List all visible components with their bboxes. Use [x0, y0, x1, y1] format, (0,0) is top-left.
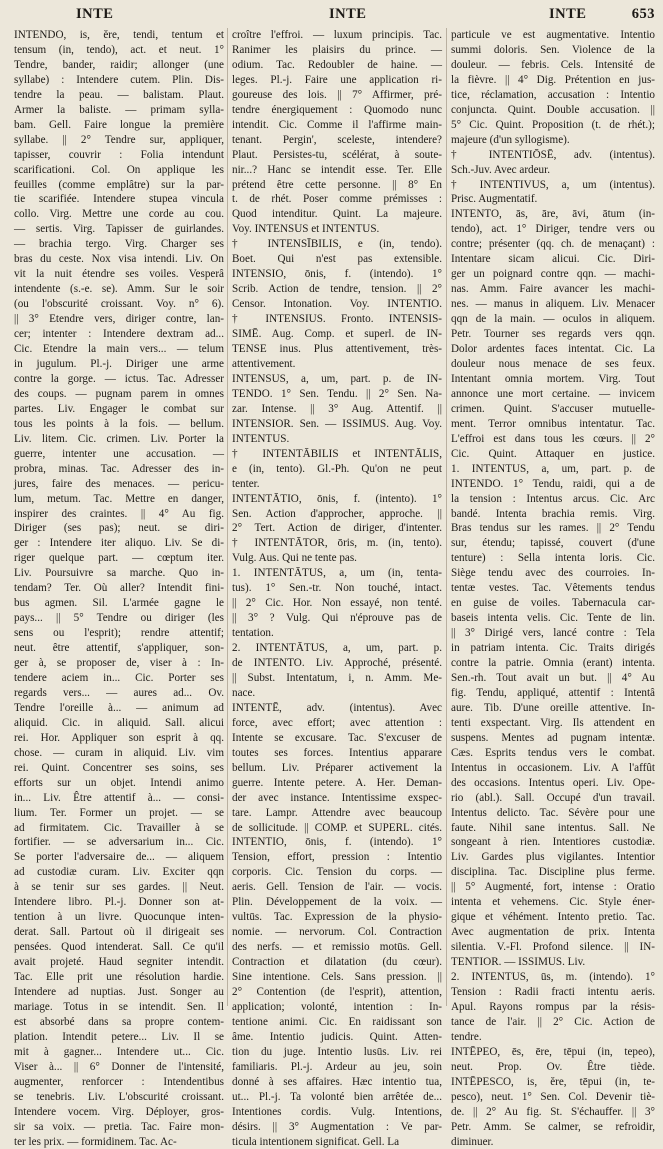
text-line: gique et véhément. Intento pretio. Tac. — [451, 911, 655, 924]
text-line: Intendere vocem. Virg. Déployer, gros- — [14, 1105, 224, 1118]
header-right-word: INTE — [549, 6, 587, 22]
text-line: tendo), act. 1° Diriger, tendre vers ou — [451, 223, 655, 236]
text-line: in... Liv. Être attentif à... — consi- — [14, 791, 224, 804]
column-divider — [446, 28, 447, 1006]
text-line: fig. Tendu, appliqué, attentif : Intentâ — [451, 686, 655, 699]
text-line: 2° Tert. Action de diriger, d'intenter. — [232, 522, 442, 535]
text-line: bras du ceste. Nox visa intendi. Liv. On — [14, 253, 224, 266]
text-line: INTĒPEO, ēs, ēre, tēpui (in, tepeo), — [451, 1045, 655, 1058]
text-line: leges. Pl.-j. Faire une application ri- — [232, 73, 442, 86]
text-line: INTENSIO, ōnis, f. (intendo). 1° — [232, 268, 442, 281]
text-line: Intentare sicam alicui. Cic. Diri- — [451, 253, 655, 266]
text-line: pesco), neut. 1° Sen. Col. Devenir tiè- — [451, 1090, 655, 1103]
text-line: avait projeté. Haud segniter intendit. — [14, 956, 224, 969]
text-line: TENSE inus. Plus attentivement, très- — [232, 343, 442, 356]
text-line: Tendre, bander, raidir; allonger (une — [14, 58, 224, 71]
text-line: nas. Amm. Faire avancer les machi- — [451, 283, 655, 296]
text-line: Sch.-Juv. Avec ardeur. — [451, 163, 550, 176]
text-line: contre la gorge. — ictus. Tac. Adresser — [14, 372, 224, 385]
text-line: est absorbé dans sa propre contem- — [14, 1015, 224, 1028]
text-line: Tension, effort, pression : Intentio — [232, 851, 442, 864]
text-line: tendre la peau. — balistam. Plaut. — [14, 88, 224, 101]
text-line: Avec augmentation de prix. Intenta — [451, 926, 655, 939]
text-line: guerre, intenter une accusation. — — [14, 447, 224, 460]
text-line: des coups. — pugnam parem in omnes — [14, 387, 224, 400]
text-line: rei. Hor. Appliquer son esprit à qq. — [14, 731, 224, 744]
text-line: syllabe. || 2° Tendre sur, appliquer, — [14, 133, 224, 146]
text-line: Intendere ad nuptias. Just. Songer au — [14, 986, 224, 998]
text-line: tenti exspectant. Virg. Ils attendent en — [451, 716, 655, 729]
text-line: aure. Tib. D'une oreille attentive. In- — [451, 701, 655, 714]
text-line: † INTENSIUS. Fronto. INTENSIS- — [232, 313, 442, 326]
text-line: Cic. Etendre la main vers... — telum — [14, 343, 224, 356]
text-line: 1. INTENTUS, a, um, part. p. de — [451, 462, 655, 475]
text-line: Intente se excusare. Tac. S'excuser de — [232, 731, 442, 744]
text-line: Petr. Tourner ses regards vers qqn. — [451, 328, 655, 341]
page-number: 653 — [631, 6, 655, 22]
text-line: Vulg. Aus. Qui ne tente pas. — [232, 552, 357, 565]
text-line: Quod intenditur. Quint. La majeure. — [232, 208, 442, 221]
text-line: regards vers... — aures ad... Ov. — [14, 686, 224, 699]
text-line: fortifier. — se adversarium in... Cic. — [14, 836, 224, 849]
text-line: neut. être attentif, s'appliquer, son- — [14, 642, 224, 655]
text-line: Intentiones cordis. Vulg. Intentions, — [232, 1105, 442, 1118]
text-line: Sen.-rh. Tout avait un but. || 4° Au — [451, 671, 655, 684]
text-line: mit à gagner... Intendere ut... Cic. — [14, 1045, 224, 1058]
text-line: Cic. Quint. Attaquer en justice. — [451, 447, 655, 460]
text-line: || 2° Cic. Hor. Non essayé, non tenté. — [232, 597, 442, 610]
text-line: ticula intentionem significat. Gell. La — [232, 1135, 400, 1148]
text-line: Siège tendu avec des courroies. In- — [451, 567, 655, 580]
text-line: 2° Contention (de l'esprit), attention, — [232, 986, 442, 998]
text-line: — brachia tergo. Virg. Charger ses — [14, 238, 224, 251]
text-line: || 3° Dirigé vers, lancé contre : Tela — [451, 627, 655, 640]
text-line: tenture) : Sella intenta loris. Cic. — [451, 552, 655, 565]
text-line: INTĒPESCO, is, ĕre, tēpui (in, te- — [451, 1075, 655, 1088]
text-line: ter les prix. — formidinem. Tac. Ac- — [14, 1135, 177, 1148]
text-line: sir sa voix. — pretia. Tac. Faire mon- — [14, 1120, 224, 1133]
header-left-word: INTE — [76, 6, 114, 22]
text-line: INTENDO, is, ĕre, tendi, tentum et — [14, 29, 224, 41]
text-line: bam. Gell. Faire longue la première — [14, 118, 224, 131]
text-line: particule ve est augmentative. Intentio — [451, 29, 655, 41]
text-line: songeant à rien. Intentiores custodiæ. — [451, 836, 655, 849]
text-line: tendere aciem in... Cic. Porter ses — [14, 671, 224, 684]
text-line: ad custodiæ curam. Liv. Exciter qqn — [14, 866, 224, 879]
text-line: Censor. Intonation. Voy. INTENTIO. — [232, 298, 442, 311]
text-line: Intentant omnia mortem. Virg. Tout — [451, 372, 655, 385]
text-line: des occasions. Intentus operi. Liv. Ope- — [451, 776, 655, 789]
text-line: zar. Intense. || 3° Aug. Attentif. || — [232, 402, 442, 415]
text-line: tare. Lampr. Attendre avec beaucoup — [232, 806, 442, 819]
text-line: 5° Cic. Quint. Proposition (t. de rhét.); — [451, 118, 655, 131]
text-line: tion du juge. Intentio lusūs. Liv. rei — [232, 1045, 442, 1058]
text-line: vit la nuit étendre ses voiles. Vesperâ — [14, 268, 224, 281]
text-line: bandé. Intenta brachia remis. Virg. — [451, 507, 655, 520]
text-line: cer; intenter : Intendere dextram ad... — [14, 328, 224, 341]
text-line: nir...? Hanc se intendit esse. Ter. Elle — [232, 163, 442, 176]
text-line: tendam? Ter. Où aller? Intendit fini- — [14, 582, 224, 595]
text-line: Liv. litem. Cic. crimen. Liv. Porter la — [14, 432, 224, 445]
text-line: TENTIOR. — ISSIMUS. Liv. — [451, 956, 586, 969]
text-line: Tendre l'oreille à... — animum ad — [14, 701, 224, 714]
text-line: application; volonté, intention : In- — [232, 1000, 442, 1013]
text-line: Contraction et dilatation (du cœur). — [232, 956, 442, 969]
text-line: 2. INTENTUS, ūs, m. (intendo). 1° — [451, 971, 655, 984]
text-line: tice, réclamation, accusation : Intentio — [451, 88, 655, 101]
text-line: Ranimer les plaisirs du prince. — — [232, 43, 442, 56]
text-line: in patriam intenta. Cic. Traits dirigés — [451, 642, 655, 655]
text-line: nes. — manus in aliquem. Liv. Menacer — [451, 298, 655, 311]
text-line: der avec instance. Intentissime exspec- — [232, 791, 442, 804]
text-line: Dolor ardentes faces intentat. Cic. La — [451, 343, 655, 356]
text-line: aliquid. Cic. in aliquid. Sall. alicui — [14, 716, 224, 729]
text-line: Viser à... || 6° Donner de l'intensité, — [14, 1060, 224, 1073]
text-line: derat. Sall. Partout où il dirigeait ses — [14, 926, 224, 939]
text-line: diminuer. — [451, 1135, 494, 1148]
text-line: lum, metum. Tac. Mettre en danger, — [14, 492, 224, 505]
text-line: contre la patrie. Omnia (erant) intenta. — [451, 657, 655, 670]
text-line: tous les points à la fois. — bellum. — [14, 417, 224, 430]
text-line: Sen. Action d'approcher, approche. || — [232, 507, 442, 520]
text-line: jures, faire des menaces. — pericu- — [14, 477, 224, 490]
text-line: Tension : Radii fracti intentu aeris. — [451, 986, 655, 998]
text-line: INTENTĒ, adv. (intentus). Avec — [232, 701, 442, 714]
text-line: efforts sur un objet. Intendi animo — [14, 776, 224, 789]
text-line: sens ou l'esprit); rendre attentif; — [14, 627, 224, 640]
text-line: plation. Intendit petere... Liv. Il se — [14, 1030, 224, 1043]
text-line: tendre énergiquement : Quomodo nunc — [232, 103, 442, 116]
running-header — [14, 4, 655, 24]
text-line: 2. INTENTĀTUS, a, um, part. p. — [232, 642, 442, 655]
text-line: pays... || 5° Tendre ou diriger (les — [14, 612, 224, 625]
text-line: Intentus in occasionem. Liv. A l'affût — [451, 761, 655, 774]
text-line: ut... Pl.-j. Ta volonté bien arrêtée de... — [232, 1090, 442, 1103]
text-line: rio (abl.). Sall. Occupé d'un travail. — [451, 791, 655, 804]
text-line: tentation. — [232, 627, 274, 640]
text-line: INTENSIOR. Sen. — ISSIMUS. Aug. Voy. — [232, 417, 442, 430]
text-line: tus). 1° Sen.-tr. Non touché, intact. — [232, 582, 442, 595]
text-line: douleur. — febris. Cels. Intensité de — [451, 58, 655, 71]
text-line: aeris. Gell. Tension de l'air. — vocis. — [232, 881, 442, 894]
text-line: || Subst. Intentatum, i, n. Amm. Me- — [232, 671, 442, 684]
text-line: L'effroi est dans tous les cœurs. || 2° — [451, 432, 655, 445]
text-line: intendit. Cic. Comme il l'affirme main- — [232, 118, 442, 131]
text-line: partes. Liv. Engager le combat sur — [14, 402, 224, 415]
text-line: tention à un livre. Quocunque inten- — [14, 911, 224, 924]
text-line: tapisser, couvrir : Folia intendunt — [14, 148, 224, 161]
text-line: nomie. — nervorum. Col. Contraction — [232, 926, 442, 939]
text-line: summi doloris. Sen. Violence de la — [451, 43, 655, 56]
text-line: tenant. Pergin', sceleste, intendere? — [232, 133, 442, 146]
text-line: rei. Quint. Concentrer ses soins, ses — [14, 761, 224, 774]
text-line: INTENDO. 1° Tendu, raidi, qui a de — [451, 477, 655, 490]
text-line: tendre. — [451, 1030, 482, 1043]
text-column-3 — [451, 28, 655, 1148]
text-line: Armer la baliste. — primam sylla- — [14, 103, 224, 116]
text-line: Tac. Elle prit une résolution hardie. — [14, 971, 224, 984]
text-line: ment. Terror omnibus intentatur. Tac. — [451, 417, 655, 430]
text-line: t. de rhét. Poser comme prémisses : — [232, 193, 442, 206]
text-line: bus agmen. Sil. L'armée gagne le — [14, 597, 224, 610]
text-line: Apul. Rayons rompus par la résis- — [451, 1000, 655, 1013]
text-line: inspirer des craintes. || 4° Au fig. — [14, 507, 224, 520]
text-line: Bras tendus sur les rames. || 2° Tendu — [451, 522, 655, 535]
text-line: attentivement. — [232, 357, 296, 370]
text-line: mariage. Totus in se intendit. Sen. Il — [14, 1000, 224, 1013]
text-line: † INTENTIVUS, a, um (intentus). — [451, 178, 655, 191]
text-line: feuilles (comme emplâtre) sur la par- — [14, 178, 224, 191]
text-line: majeure (d'un syllogisme). — [451, 133, 570, 146]
text-line: † INTENSĪBILIS, e (in, tendo). — [232, 238, 442, 251]
header-center-word: INTE — [329, 6, 367, 22]
text-line: collo. Virg. Mettre une corde au cou. — [14, 208, 224, 221]
text-line: — sertis. Virg. Tapisser de guirlandes. — [14, 223, 224, 236]
text-line: contre; présenter (qq. ch. de menaçant) : — [451, 238, 655, 251]
text-line: ger : Intendere iter aliquo. Liv. Se di- — [14, 537, 224, 550]
text-line: lium. Ter. Former un projet. — se — [14, 806, 224, 819]
text-line: tentione animi. Cic. En raidissant son — [232, 1015, 442, 1028]
text-line: Liv. Poursuivre sa marche. Quo in- — [14, 567, 224, 580]
text-line: Cæs. Esprits tendus vers le combat. — [451, 746, 655, 759]
text-line: âme. Intentio judicis. Quint. Atten- — [232, 1030, 442, 1043]
text-line: || 3° ? Vulg. Qui n'éprouve pas de — [232, 612, 442, 625]
text-line: prétend être cette personne. || 8° En — [232, 178, 442, 191]
text-line: sur, étendu; tapissé, couvert (d'une — [451, 537, 655, 550]
text-line: Prisc. Augmentatif. — [451, 193, 538, 206]
text-line: familiaris. Pl.-j. Ardeur au jeu, soin — [232, 1060, 442, 1073]
text-line: Liv. Gardes plus vigilantes. Intentior — [451, 851, 655, 864]
text-line: INTENTIO, ōnis, f. (intendo). 1° — [232, 836, 442, 849]
text-line: conjuncta. Quint. Double accusation. || — [451, 103, 655, 116]
text-line: riger quelque part. — cœptum iter. — [14, 552, 224, 565]
text-line: chose. — curam in aliquid. Liv. vim — [14, 746, 224, 759]
text-line: tance de l'air. || 2° Cic. Action de — [451, 1015, 655, 1028]
text-line: donné à ses affaires. Hæc intentio tua, — [232, 1075, 442, 1088]
text-line: Scrib. Action de tendre, tension. || 2° — [232, 283, 442, 296]
text-line: intendente (s.-e. se). Amm. Sur le soir — [14, 283, 224, 296]
text-line: INTENTĀTIO, ōnis, f. (intento). 1° — [232, 492, 442, 505]
text-line: se tenebris. Liv. L'obscurité croissant. — [14, 1090, 224, 1103]
text-line: Intendere libro. Pl.-j. Donner son at- — [14, 896, 224, 909]
text-line: en guise de voiles. Tabernacula car- — [451, 597, 655, 610]
text-line: disciplina. Tac. Discipline plus ferme. — [451, 866, 655, 879]
text-line: Plin. Développement de la voix. — — [232, 896, 442, 909]
text-line: e (in, tento). Gl.-Ph. Qu'on ne peut — [232, 462, 442, 475]
text-line: goureuse des lois. || 7° Affirmer, pré- — [232, 88, 442, 101]
text-line: tensum (in, tendo), act. et neut. 1° — [14, 43, 224, 56]
text-line: croître l'effroi. — luxum principis. Tac. — [232, 29, 442, 41]
text-line: guerre. Intente petere. A. Her. Deman- — [232, 776, 442, 789]
text-line: INTENSUS, a, um, part. p. de IN- — [232, 372, 442, 385]
text-line: (ou l'obscurité croissant. Voy. n° 6). — [14, 298, 224, 311]
text-line: qqn de la main. — oculos in aliquem. — [451, 313, 655, 326]
text-line: Sine intentione. Cels. Sans pression. || — [232, 971, 442, 984]
text-line: pensées. Quod intenderat. Sall. Ce qu'il — [14, 941, 224, 954]
text-line: neut. Prop. Ov. Être tiède. — [451, 1060, 655, 1073]
text-line: intenta et vehemens. Cic. Style éner- — [451, 896, 655, 909]
text-line: douleur nous menace de ses feux. — [451, 357, 655, 370]
text-line: 1. INTENTĀTUS, a, um (in, tenta- — [232, 567, 442, 580]
text-line: la fièvre. || 4° Dig. Prétention en jus- — [451, 73, 655, 86]
text-line: de sollicitude. || COMP. et SUPERL. cités. — [232, 821, 442, 834]
text-line: crimen. Quint. S'accuser mutuelle- — [451, 402, 655, 415]
text-line: ad firmitatem. Cic. Travailler à se — [14, 821, 224, 834]
text-line: nace. — [232, 686, 256, 699]
text-line: ger à, se proposer de, viser à : In- — [14, 657, 224, 670]
text-line: bellum. Liv. Préparer activement la — [232, 761, 442, 774]
text-line: Boet. Qui n'est pas extensible. — [232, 253, 442, 266]
text-line: probra, minas. Tac. Adresser des in- — [14, 462, 224, 475]
text-line: de. || 2° Au fig. St. S'échauffer. || 3° — [451, 1105, 655, 1118]
text-line: INTENTUS. — [232, 432, 290, 445]
text-line: annonce une mort certaine. — invicem — [451, 387, 655, 400]
text-line: odium. Tac. Redoubler de haine. — — [232, 58, 442, 71]
text-line: Se porter l'adversaire de... — aliquem — [14, 851, 224, 864]
text-line: de INTENTO. Liv. Approché, présenté. — [232, 657, 442, 670]
text-line: ger un poignard contre qqn. — machi- — [451, 268, 655, 281]
text-line: tenter. — [232, 477, 260, 490]
text-line: † INTENTIŌSĒ, adv. (intentus). — [451, 148, 655, 161]
text-line: in jugulum. Pl.-j. Diriger une arme — [14, 357, 224, 370]
text-line: † INTENTĀBILIS et INTENTĀLIS, — [232, 447, 442, 460]
text-line: augmenter, renforcer : Intendentibus — [14, 1075, 224, 1088]
text-line: Plaut. Persistes-tu, scélérat, à soute- — [232, 148, 442, 161]
text-line: scarificationi. Col. On applique les — [14, 163, 224, 176]
text-line: Petr. Amm. Se calmer, se refroidir, — [451, 1120, 655, 1133]
text-line: SIMĒ. Aug. Comp. et superl. de IN- — [232, 328, 442, 341]
text-column-2 — [232, 28, 442, 1148]
column-divider — [227, 28, 228, 1006]
text-line: vultūs. Tac. Expression de la physio- — [232, 911, 442, 924]
text-line: INTENTO, ās, āre, āvi, ātum (in- — [451, 208, 655, 221]
text-line: tentæ vestes. Tac. Vêtements tendus — [451, 582, 655, 595]
text-line: || 5° Augmenté, fort, intense : Oratio — [451, 881, 655, 894]
text-line: à se tenir sur ses gardes. || Neut. — [14, 881, 224, 894]
text-line: suspens. Mentes ad pugnam intentæ. — [451, 731, 655, 744]
text-line: faute. Nihil sane intentus. Sall. Ne — [451, 821, 655, 834]
text-line: la tension : Intentus arcus. Cic. Arc — [451, 492, 655, 505]
text-line: Intentus delicto. Tac. Sévère pour une — [451, 806, 655, 819]
text-line: désirs. || 3° Augmentation : Ve par- — [232, 1120, 442, 1133]
text-line: force, avec effort; avec attention : — [232, 716, 442, 729]
text-line: || 3° Etendre vers, diriger contre, lan- — [14, 313, 224, 326]
text-line: Diriger (ses pas); neut. se diri- — [14, 522, 224, 535]
text-line: † INTENTĀTOR, ōris, m. (in, tento). — [232, 537, 442, 550]
text-line: Voy. INTENSUS et INTENTUS. — [232, 223, 380, 236]
text-line: des nerfs. — et remissio motūs. Gell. — [232, 941, 442, 954]
text-line: tie scarifiée. Intendere stupea vincula — [14, 193, 224, 206]
text-column-1 — [14, 28, 224, 1148]
text-line: TENDO. 1° Sen. Tendu. || 2° Sen. Na- — [232, 387, 442, 400]
text-line: baseis intenta velis. Cic. Tente de lin. — [451, 612, 655, 625]
text-line: toutes ses forces. Intentius apparare — [232, 746, 442, 759]
text-line: syllabe) : Intendere cutem. Plin. Dis- — [14, 73, 224, 86]
text-line: silentia. V.-Fl. Profond silence. || IN- — [451, 941, 655, 954]
text-line: corporis. Cic. Tension du corps. — — [232, 866, 442, 879]
